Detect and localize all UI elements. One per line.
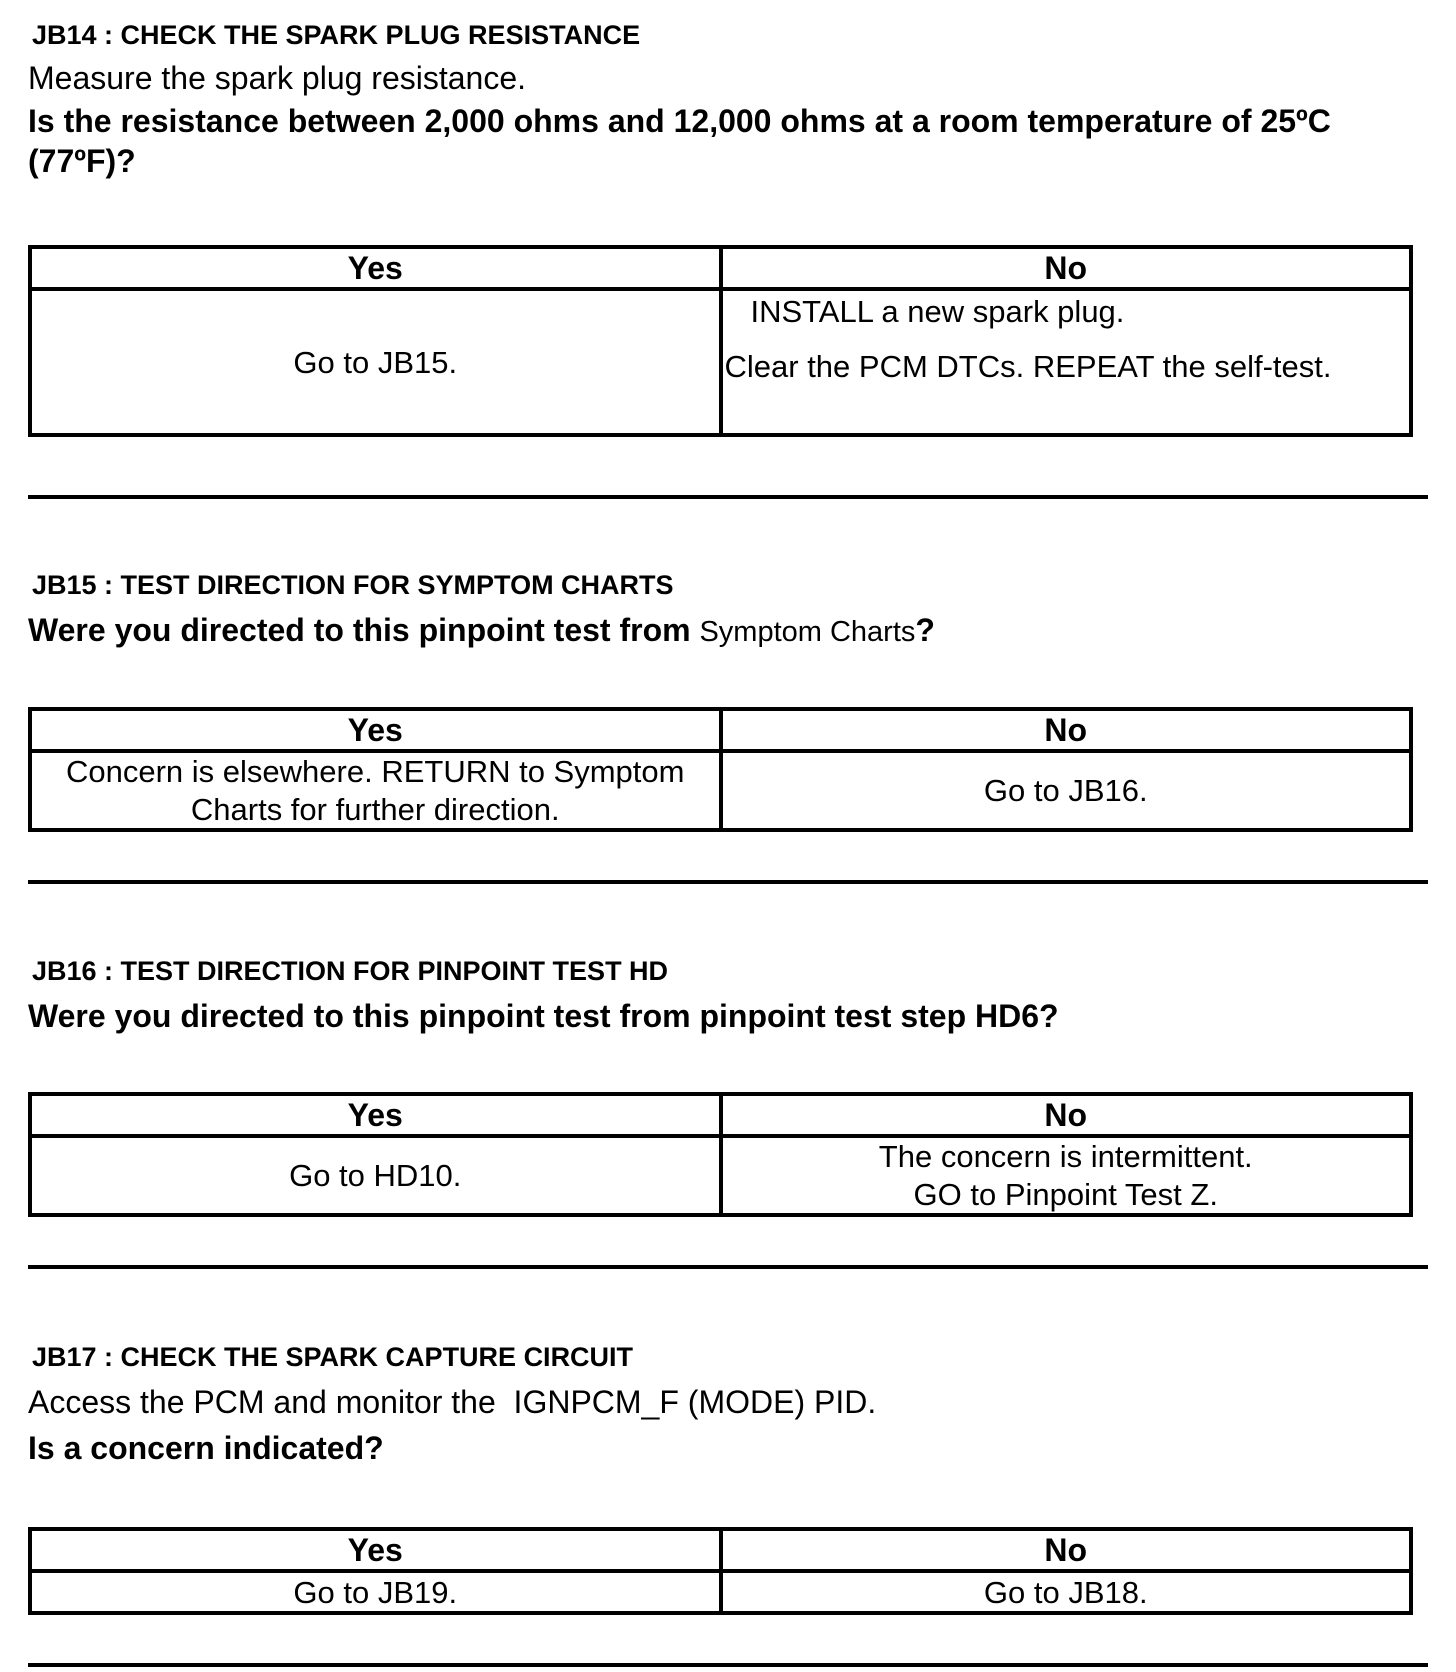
no-header: No	[721, 1094, 1412, 1136]
step-question-continued: (77ºF)?	[28, 143, 136, 179]
yes-header: Yes	[30, 1529, 721, 1571]
no-cell-line-1: INSTALL a new spark plug.	[750, 294, 1125, 330]
step-title: JB16 : TEST DIRECTION FOR PINPOINT TEST HD	[32, 956, 669, 986]
yes-cell: Go to JB19.	[30, 1571, 721, 1613]
yes-no-table	[28, 1527, 1413, 1615]
no-cell-line-2: Clear the PCM DTCs. REPEAT the self-test.	[724, 349, 1332, 385]
no-cell-line-2: GO to Pinpoint Test Z.	[913, 1176, 1218, 1212]
yes-header: Yes	[30, 709, 721, 751]
no-header: No	[721, 709, 1412, 751]
question-text: Were you directed to this pinpoint test from	[28, 612, 691, 648]
no-header: No	[721, 1529, 1412, 1571]
question-link-text: Symptom Charts	[699, 616, 916, 648]
section-divider	[28, 1663, 1428, 1667]
no-header: No	[721, 247, 1412, 289]
yes-cell-line-2: Charts for further direction.	[190, 791, 560, 827]
no-cell: Go to JB16.	[721, 751, 1412, 829]
yes-cell-line-1: Concern is elsewhere. RETURN to Symptom	[66, 754, 685, 790]
yes-cell: Go to HD10.	[30, 1136, 721, 1214]
step-question: Is the resistance between 2,000 ohms and 12,000 ohms at a room temperature of 25ºC	[28, 103, 1331, 139]
step-title: JB15 : TEST DIRECTION FOR SYMPTOM CHARTS	[32, 570, 674, 600]
yes-header: Yes	[30, 1094, 721, 1136]
step-jb17	[28, 0, 1428, 1672]
step-title: JB14 : CHECK THE SPARK PLUG RESISTANCE	[32, 20, 641, 50]
yes-cell: Go to JB15.	[30, 289, 721, 435]
no-cell: Go to JB18.	[721, 1571, 1412, 1613]
yes-header: Yes	[30, 247, 721, 289]
step-title: JB17 : CHECK THE SPARK CAPTURE CIRCUIT	[32, 1342, 634, 1372]
step-question: Is a concern indicated?	[28, 1430, 384, 1466]
no-cell-line-1: The concern is intermittent.	[878, 1139, 1253, 1175]
step-instruction: Access the PCM and monitor the IGNPCM_F (MODE) PID.	[28, 1384, 877, 1420]
step-instruction: Measure the spark plug resistance.	[28, 60, 527, 96]
question-mark: ?	[915, 612, 935, 648]
step-question: Were you directed to this pinpoint test from pinpoint test step HD6?	[28, 998, 1059, 1034]
